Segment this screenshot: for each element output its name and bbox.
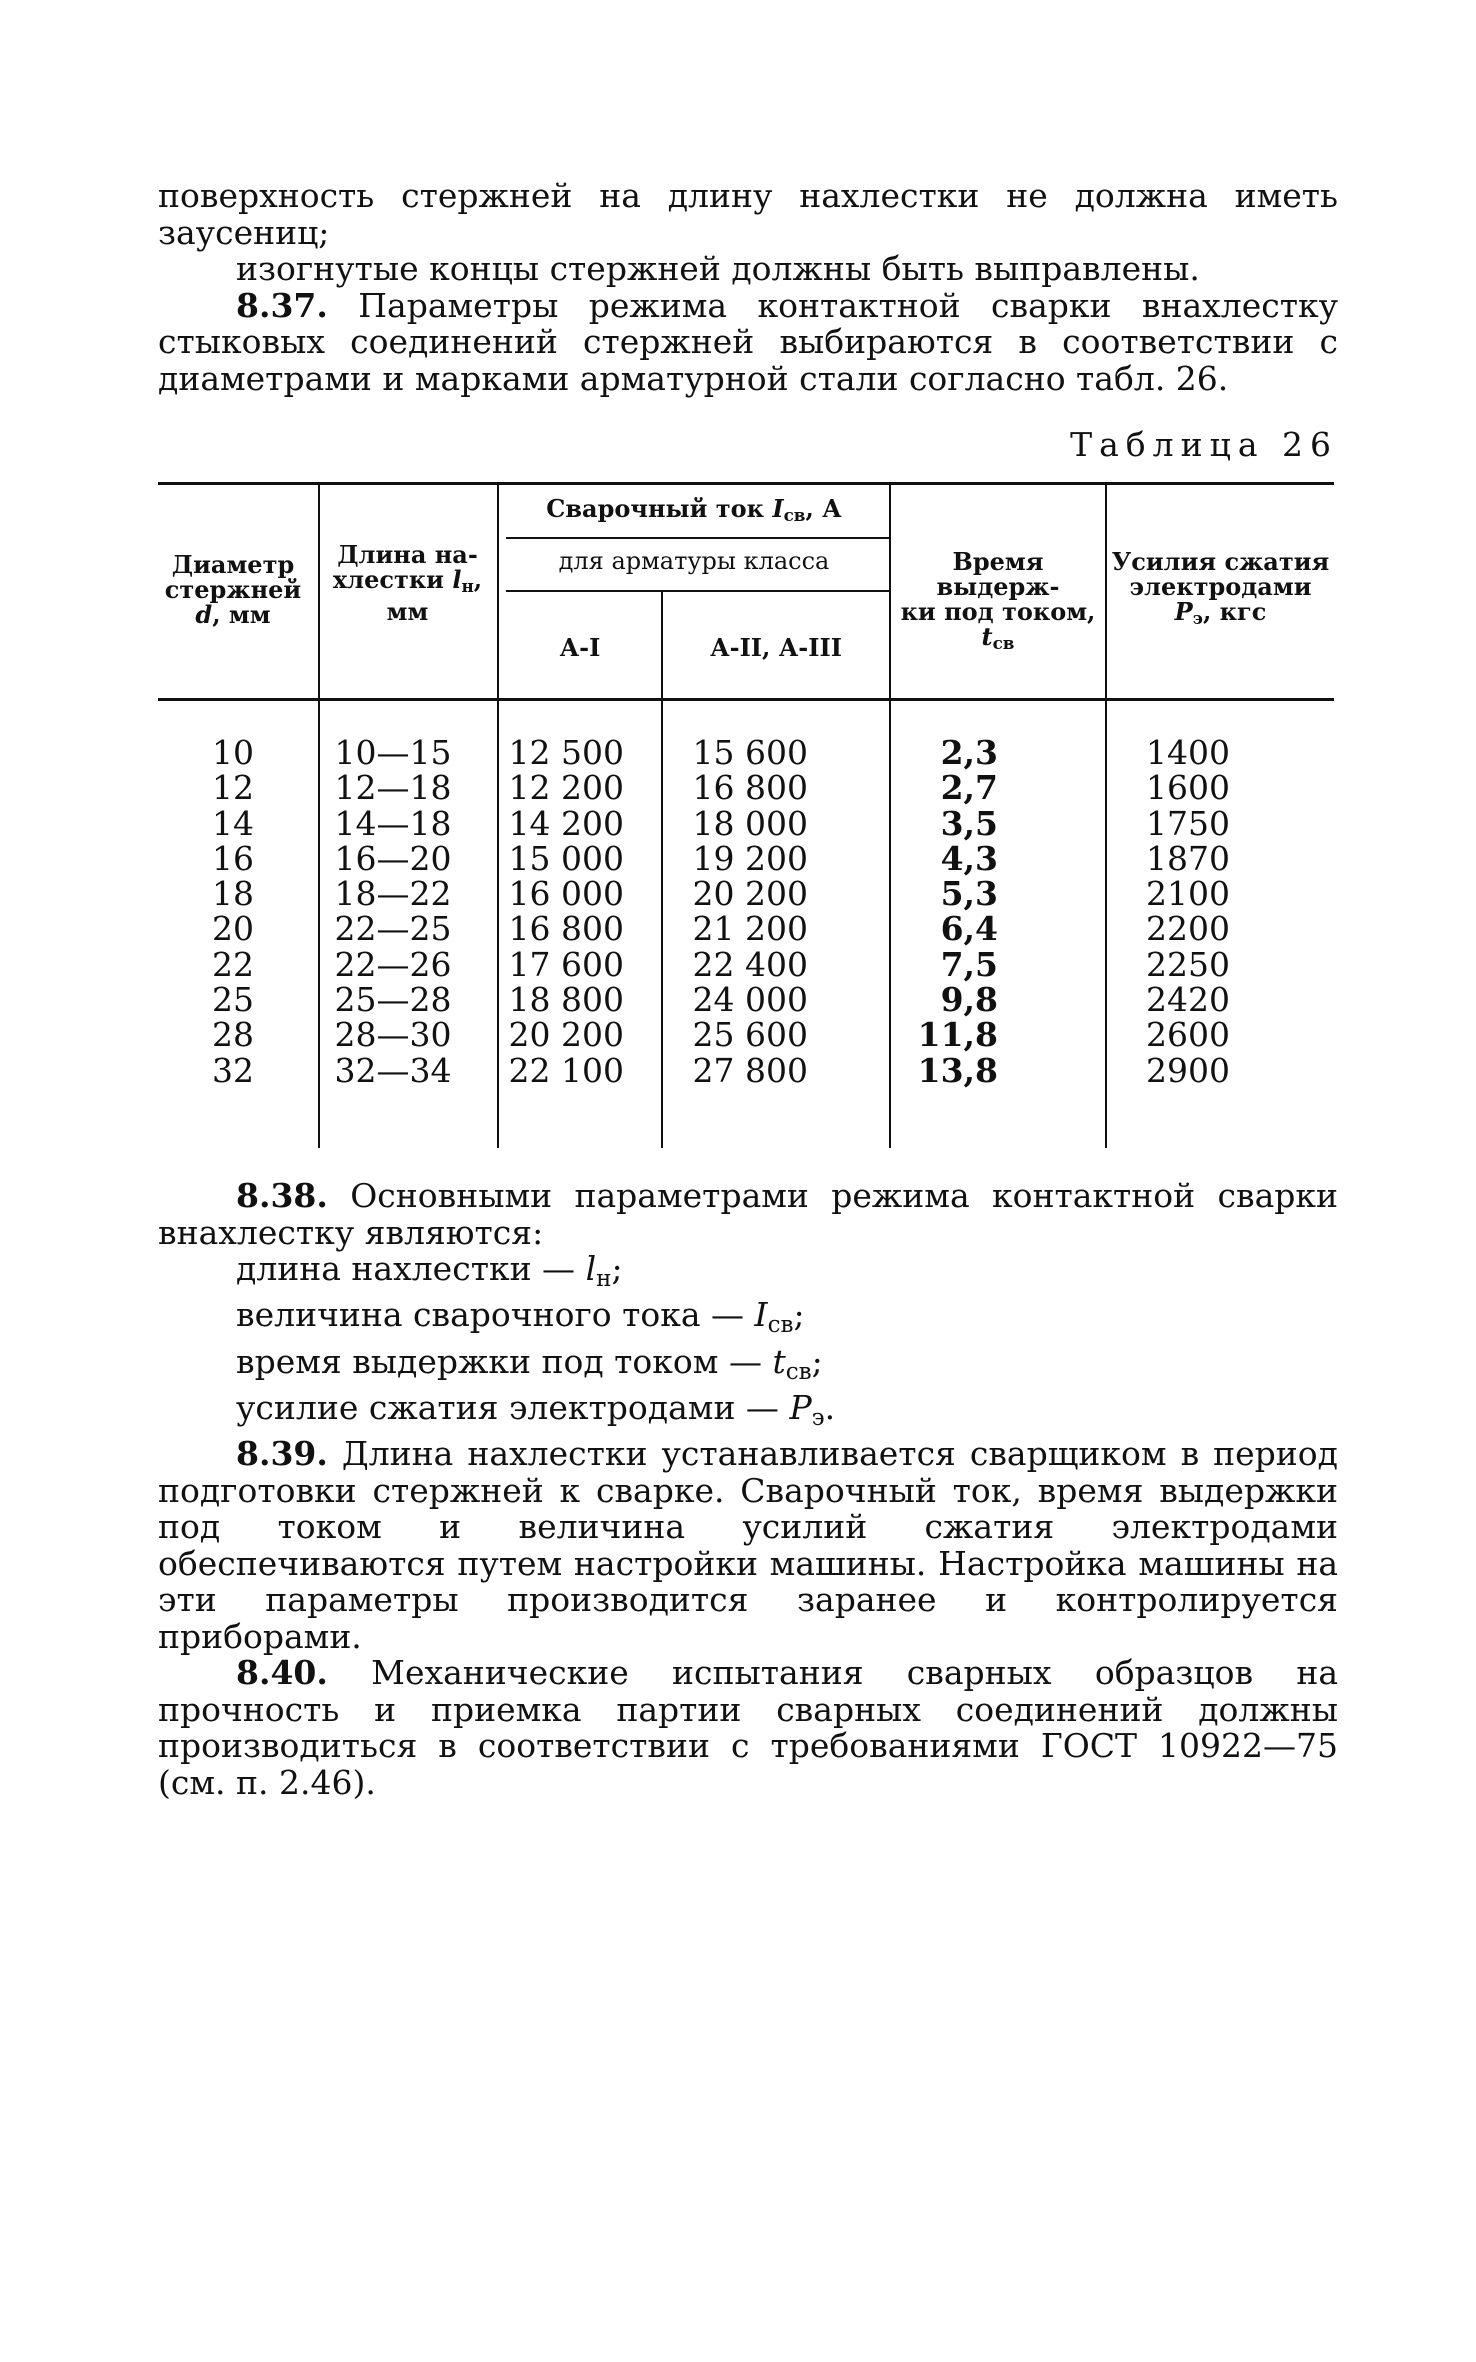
paragraph-text: Параметры режима контактной сварки внахлестку стыковых соединений стержней выбираются в соответствии с диаметрами и марками арматурной стали согласно табл. 26.: [158, 285, 1338, 398]
table-cell: 12 500: [508, 733, 624, 772]
column-current-a2-a3: [658, 735, 808, 1088]
table-cell: 20 200: [508, 1015, 624, 1055]
table-cell: 21 200: [692, 909, 808, 949]
table-cell: 20 200: [692, 874, 808, 914]
paragraph-number: 8.37.: [236, 285, 328, 325]
paragraph-8-39: 8.39. Длина нахлестки устанавливается сварщиком в период подготовки стержней к сварке. Сварочный ток, время выдержки под током и величина усилий сжатия электродами обеспечиваются путем настройки машины. Настройка машины на эти параметры производится заранее и контролируется приборами.: [158, 1434, 1338, 1656]
table-cell: 24 000: [692, 980, 808, 1020]
table-header-rule: [158, 698, 1334, 701]
paragraph-8-37: [158, 285, 1338, 398]
intro-line-1: поверхность стержней на длину нахлестки не должна иметь заусениц;: [158, 176, 1338, 252]
table-cell: 27 800: [692, 1050, 808, 1090]
table-cell: 22 400: [692, 944, 808, 984]
table-cell: 12: [212, 768, 254, 808]
paragraph-8-40: 8.40. Механические испытания сварных образцов на прочность и приемка партии сварных соединений должны производиться в соответствии с требованиями ГОСТ 10922—75 (см. п. 2.46).: [158, 1653, 1338, 1802]
table-cell: 5,3: [940, 874, 998, 914]
table-cell: 2200: [1146, 909, 1230, 949]
table-cell: 2600: [1146, 1015, 1230, 1055]
header-welding-current: Сварочный ток $I_{св}$, А: [546, 494, 842, 526]
column-current-a1: [494, 735, 624, 1088]
table-cell: 12—18: [334, 768, 452, 808]
table-cell: 18—22: [334, 874, 452, 914]
list-item: усилие сжатия электродами — $P_э$.: [236, 1387, 836, 1431]
table-cell: 2,7: [940, 768, 998, 808]
table-cell: 16 000: [508, 874, 624, 914]
header-diameter: Диаметр стержней d, мм: [164, 550, 302, 629]
table-cell: 3,5: [940, 803, 998, 843]
table-cell: 28—30: [334, 1015, 452, 1055]
after-table-content: [158, 1178, 1338, 1801]
table-cell: 4,3: [940, 838, 998, 878]
table-cell: 1600: [1146, 768, 1230, 808]
paragraph-8-38: 8.38. Основными параметрами режима контактной сварки внахлестку являются:: [158, 1176, 1338, 1252]
column-force: [1058, 735, 1318, 1088]
table-cell: 22 100: [508, 1050, 624, 1090]
table-cell: 15 600: [692, 733, 808, 772]
table-cell: 10—15: [334, 733, 452, 772]
table-cell: 16: [212, 838, 254, 878]
table-cell: 1750: [1146, 803, 1230, 843]
list-item: длина нахлестки — $l_н$;: [236, 1249, 623, 1292]
table-cell: 14: [212, 803, 254, 843]
table-cell: 25—28: [334, 980, 452, 1020]
header-hold-time: Время выдерж- ки под током, $t_{св}$: [900, 547, 1096, 654]
intro-line-2: изогнутые концы стержней должны быть выправлены.: [236, 249, 1200, 288]
table-cell: 14 200: [508, 803, 624, 843]
table-cell: 16—20: [334, 838, 452, 878]
table-cell: 18: [212, 874, 254, 914]
page-content: [158, 178, 1338, 1160]
class-header-rule: [506, 590, 889, 592]
header-overlap-length: Длина на- хлестки $l_н$, мм: [332, 540, 483, 627]
table-cell: 22: [212, 944, 254, 984]
table-cell: 32—34: [334, 1050, 452, 1090]
table-cell: 2100: [1146, 874, 1230, 914]
table-cell: 32: [212, 1050, 254, 1090]
header-reinforcement-class: для арматуры класса: [558, 547, 830, 575]
column-diameter: [158, 735, 308, 1088]
table-cell: 15 000: [508, 838, 624, 878]
table-cell: 19 200: [692, 838, 808, 878]
table-cell: 18 000: [692, 803, 808, 843]
table-26: [158, 482, 1334, 1160]
table-cell: 2420: [1146, 980, 1230, 1020]
table-cell: 6,4: [940, 909, 998, 949]
table-cell: 28: [212, 1015, 254, 1055]
table-cell: 22—26: [334, 944, 452, 984]
table-cell: 2,3: [940, 733, 998, 772]
list-item: время выдержки под током — $t_{св}$;: [236, 1341, 823, 1385]
table-cell: 2250: [1146, 944, 1230, 984]
list-item: величина сварочного тока — $I_{св}$;: [236, 1295, 805, 1339]
table-cell: 7,5: [940, 944, 998, 984]
table-cell: 20: [212, 909, 254, 949]
table-cell: 16 800: [508, 909, 624, 949]
column-hold-time: [848, 735, 998, 1088]
table-top-rule: [158, 482, 1334, 485]
table-cell: 1400: [1146, 733, 1230, 772]
table-cell: 18 800: [508, 980, 624, 1020]
table-cell: 25: [212, 980, 254, 1020]
table-cell: 16 800: [692, 768, 808, 808]
table-caption: Таблица 26: [1070, 425, 1338, 464]
table-cell: 17 600: [508, 944, 624, 984]
header-electrode-force: Усилия сжатия электродами $P_э$, кгс: [1111, 547, 1330, 629]
column-overlap: [318, 735, 468, 1088]
table-cell: 2900: [1146, 1050, 1230, 1090]
table-cell: 12 200: [508, 768, 624, 808]
table-cell: 11,8: [917, 1015, 998, 1055]
table-cell: 10: [212, 733, 254, 772]
table-cell: 25 600: [692, 1015, 808, 1055]
header-class-a2-a3: А-II, А-III: [710, 633, 842, 662]
table-cell: 13,8: [917, 1050, 998, 1090]
current-header-rule: [506, 537, 889, 539]
table-cell: 1870: [1146, 838, 1230, 878]
table-cell: 14—18: [334, 803, 452, 843]
table-cell: 9,8: [940, 980, 998, 1020]
header-class-a1: А-I: [559, 633, 601, 662]
table-cell: 22—25: [334, 909, 452, 949]
